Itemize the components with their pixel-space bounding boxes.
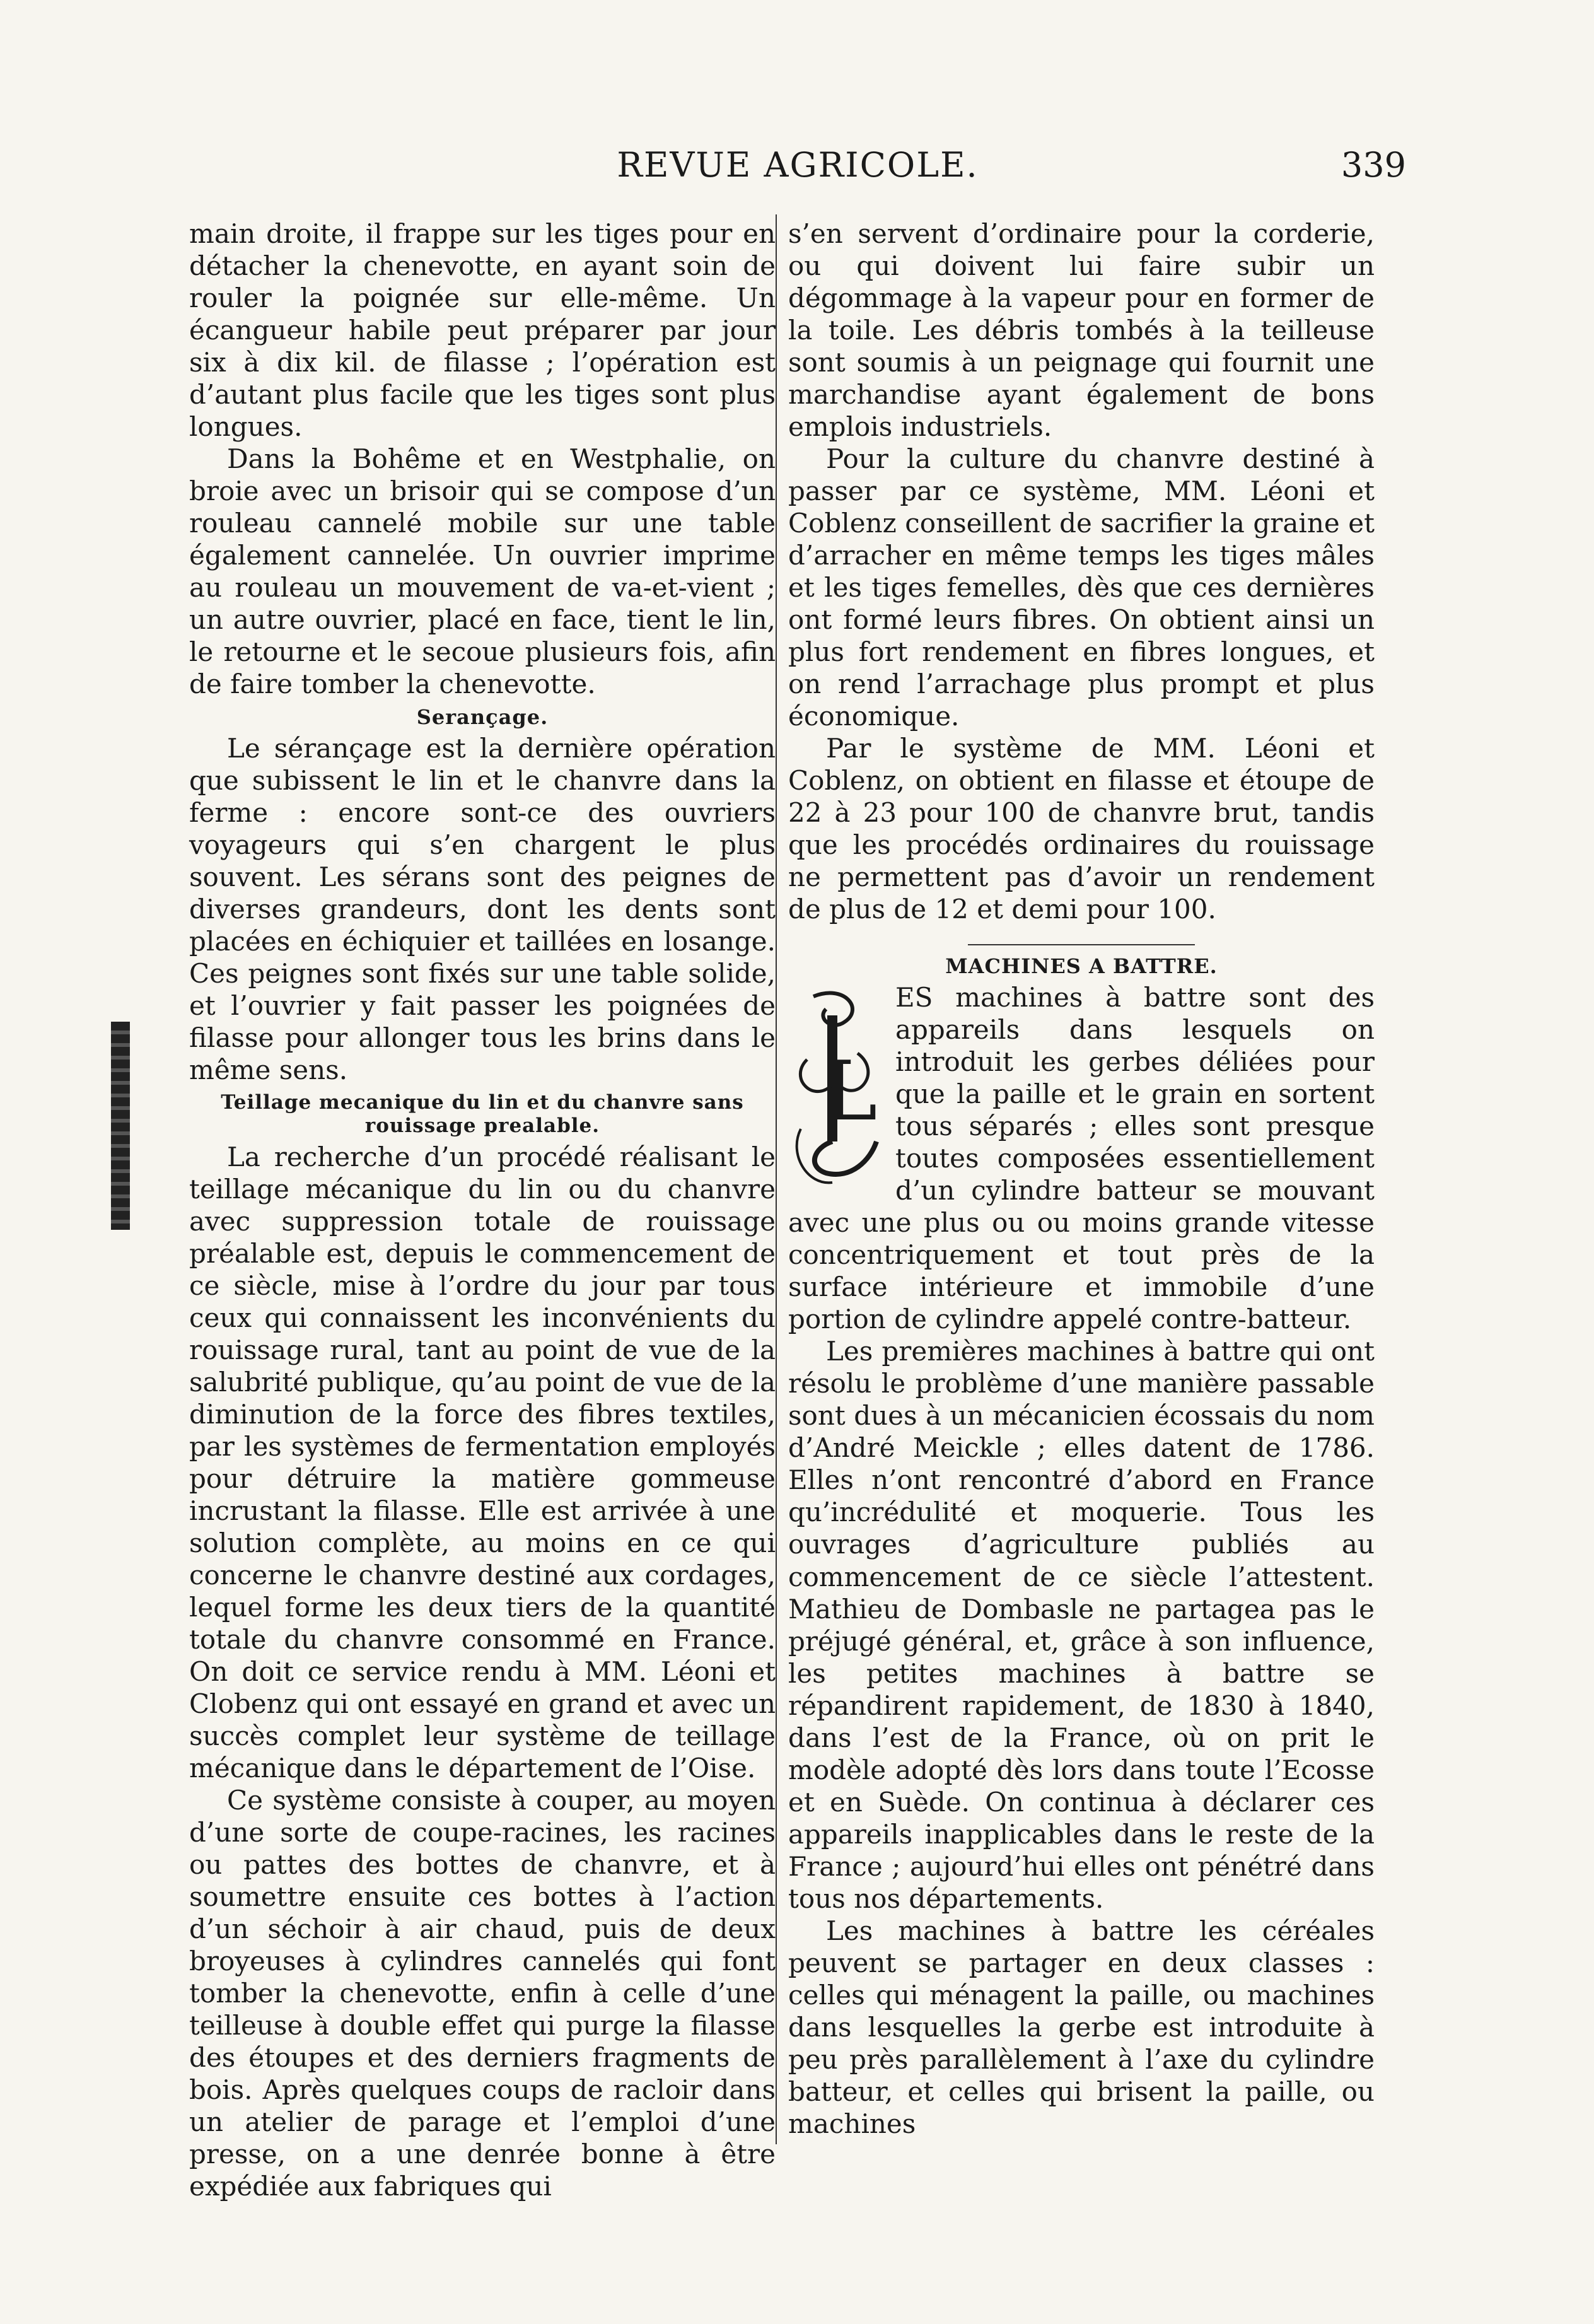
column-divider — [776, 214, 777, 2144]
section-rule — [968, 944, 1195, 945]
paragraph: Ce système consiste à couper, au moyen d’une sorte de coupe-racines, les racines ou pattes des bottes de chanvre, et à soumettre ensuite ces bottes à l’action d’un séchoir à air chaud, puis de deux broyeuses à cylindres cannelés qui font tomber la chenevotte, enfin à celle d’une teilleuse à double effet qui purge la filasse des étoupes et des derniers fragments de bois. Après quelques coups de racloir dans un atelier de parage et l’emploi d’une presse, on a une denrée bonne à être expédiée aux fabriques qui — [189, 1784, 776, 2202]
section-subhead: Teillage mecanique du lin et du chanvre sans rouissage prealable. — [221, 1091, 744, 1138]
paragraph: La recherche d’un procédé réalisant le teillage mécanique du lin ou du chanvre avec suppression totale de rouissage préalable est, depuis le commencement de ce siècle, mise à l’ordre du jour par tous ceux qui connaissent les inconvénients du rouissage rural, tant au point de vue de la salubrité publique, qu’au point de vue de la diminution de la force des fibres textiles, par les systèmes de fermentation employés pour détruire la matière gommeuse incrustant la filasse. Elle est arrivée à une solution complète, au moins en ce qui concerne le chanvre destiné aux cordages, lequel forme les deux tiers de la quantité totale du chanvre consommé en France. On doit ce service rendu à MM. Léoni et Clobenz qui ont essayé en grand et avec un succès complet leur système de teillage mécanique dans le département de l’Oise. — [189, 1141, 776, 1784]
dropcap-letter: L — [823, 1043, 878, 1140]
running-title: REVUE AGRICOLE. — [617, 145, 979, 185]
page-number: 339 — [1341, 145, 1406, 185]
page-header — [189, 145, 1406, 196]
paragraph: main droite, il frappe sur les tiges pour en détacher la chenevotte, en ayant soin de rouler la poignée sur elle-même. Un écangueur habile peut préparer par jour six à dix kil. de filasse ; l’opération est d’autant plus facile que les tiges sont plus longues. — [189, 218, 776, 443]
paragraph: Les premières machines à battre qui ont résolu le problème d’une manière passable sont dues à un mécanicien écossais du nom d’André Meickle ; elles datent de 1786. Elles n’ont rencontré d’abord en France qu’incrédulité et moquerie. Tous les ouvrages d’agriculture publiés au commencement de ce siècle l’attestent. Mathieu de Dombasle ne partagea pas le préjugé général, et, grâce à son influence, les petites machines à battre se répandirent rapidement, de 1830 à 1840, dans l’est de la France, où on prit le modèle adopté dès lors dans toute l’Ecosse et en Suède. On continua à déclarer ces appareils inapplicables dans le reste de la France ; aujourd’hui elles ont pénétré dans tous nos départements. — [788, 1336, 1375, 1914]
paragraph: Le sérançage est la dernière opération que subissent le lin et le chanvre dans la ferme : encore sont-ce des ouvriers voyageurs qui s’en chargent le plus souvent. Les sérans sont des peignes de diverses grandeurs, dont les dents sont placées en échiquier et taillées en losange. Ces peignes sont fixés sur une table solide, et l’ouvrier y fait passer les poignées de filasse pour allonger tous les brins dans le même sens. — [189, 733, 776, 1086]
left-column — [189, 218, 776, 2202]
margin-ink-mark — [111, 1022, 130, 1230]
section-subhead: Serançage. — [416, 705, 549, 730]
dropcap-paragraph — [788, 981, 1375, 1335]
paragraph: ES machines à battre sont des appareils dans lesquels on introduit les gerbes déliées pour que la paille et le grain en sortent tous séparés ; elles sont presque toutes composées essentiellement d’un cylindre batteur se mouvant avec une plus ou ou moins grande vitesse concentriquement et tout près de la surface intérieure et immobile d’une portion de cylindre appelé contre-batteur. — [788, 982, 1375, 1335]
paragraph: Dans la Bohême et en Westphalie, on broie avec un brisoir qui se compose d’un rouleau cannelé mobile sur une table également cannelée. Un ouvrier imprime au rouleau un mouvement de va-et-vient ; un autre ouvrier, placé en face, tient le lin, le retourne et le secoue plusieurs fois, afin de faire tomber la chenevotte. — [189, 443, 776, 700]
section-title: MACHINES A BATTRE. — [945, 954, 1218, 979]
paragraph: Les machines à battre les céréales peuvent se partager en deux classes : celles qui ménagent la paille, ou machines dans lesquelles la gerbe est introduite à peu près parallèlement à l’axe du cylindre batteur, et celles qui brisent la paille, ou machines — [788, 1915, 1375, 2139]
right-column — [788, 218, 1375, 2140]
paragraph: Par le système de MM. Léoni et Coblenz, on obtient en filasse et étoupe de 22 à 23 pour 100 de chanvre brut, tandis que les procédés ordinaires du rouissage ne permettent pas d’avoir un rendement de plus de 12 et demi pour 100. — [788, 733, 1375, 925]
paragraph: s’en servent d’ordinaire pour la corderie, ou qui doivent lui faire subir un dégommage à la vapeur pour en former de la toile. Les débris tombés à la teilleuse sont soumis à un peignage qui fournit une marchandise ayant également de bons emplois industriels. — [788, 218, 1375, 443]
ornamental-dropcap-icon — [788, 984, 883, 1192]
paragraph: Pour la culture du chanvre destiné à passer par ce système, MM. Léoni et Coblenz conseillent de sacrifier la graine et d’arracher en même temps les tiges mâles et les tiges femelles, dès que ces dernières ont formé leurs fibres. On obtient ainsi un plus fort rendement en fibres longues, et on rend l’arrachage plus prompt et plus économique. — [788, 443, 1375, 732]
